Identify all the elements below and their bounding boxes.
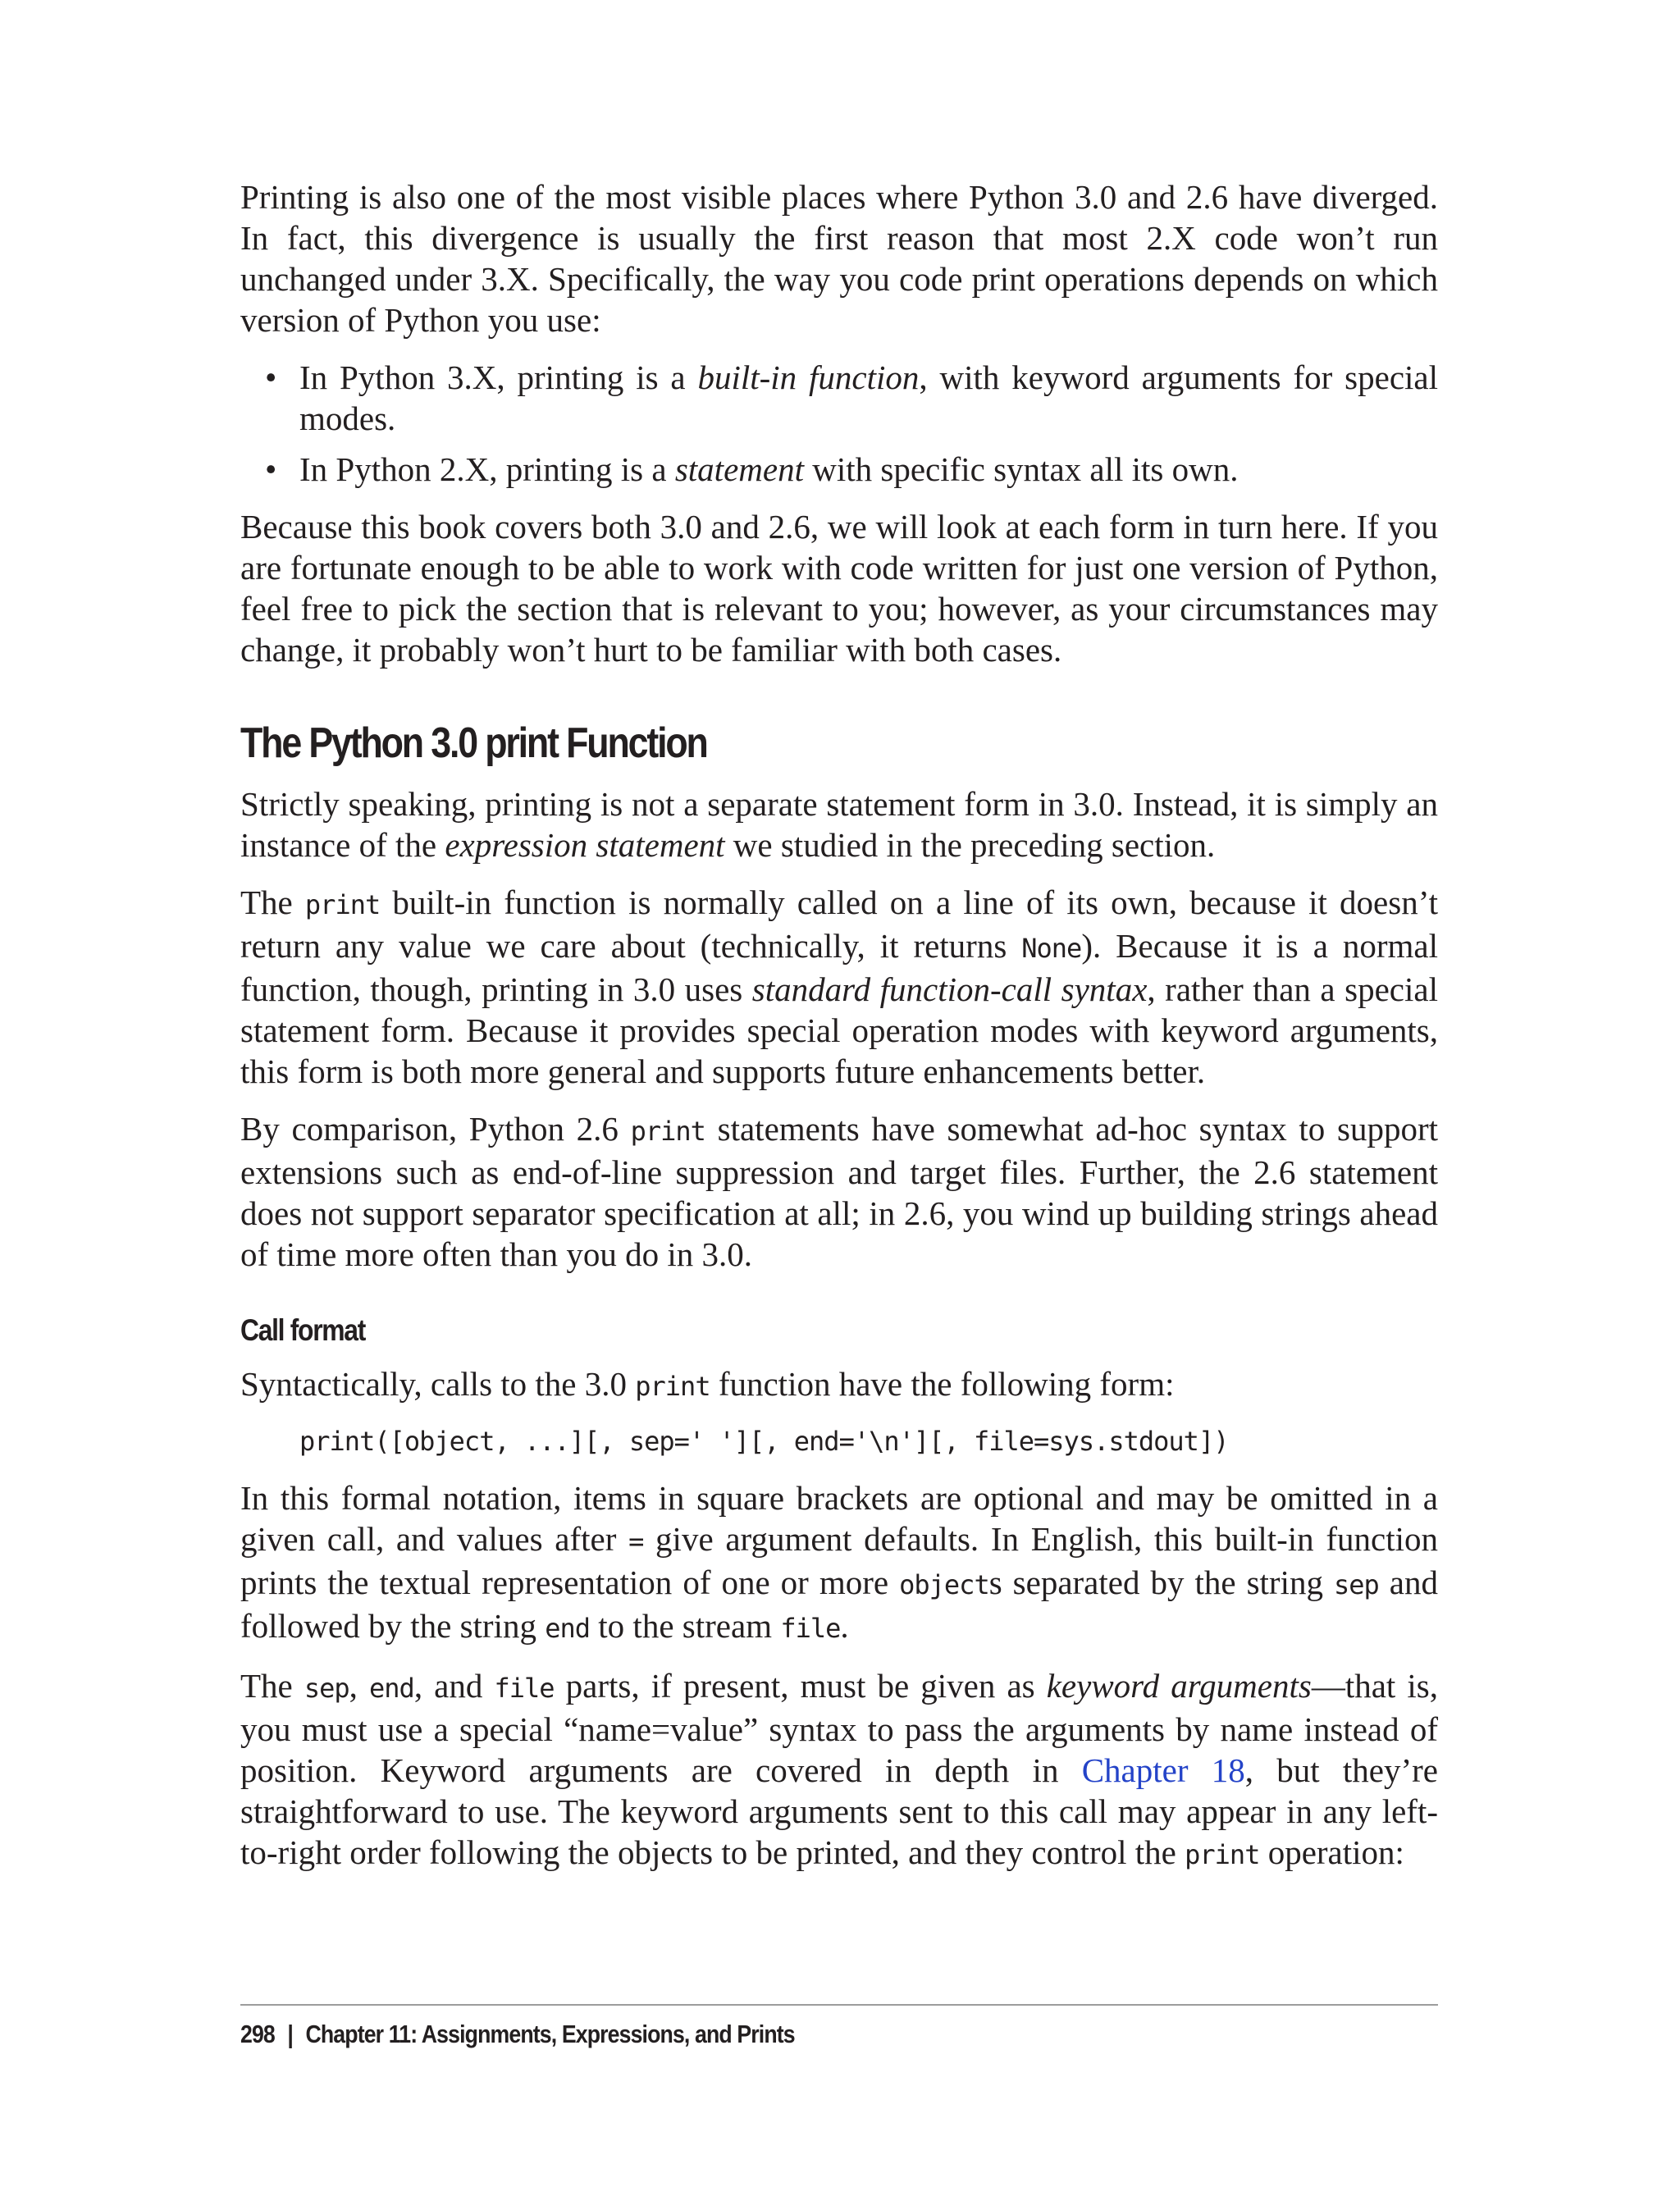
page-body	[240, 176, 1438, 1892]
subsection-paragraph-3	[240, 1665, 1438, 1875]
section-paragraph-3	[240, 1108, 1438, 1275]
inline-code: None	[1021, 933, 1082, 964]
text-run: In this formal notation, items in square brackets are optional and may be omitted in a given call, and values after	[240, 1479, 1438, 1558]
bullet-emphasis: statement	[674, 450, 804, 488]
text-run: , rather than a special statement form. Because it provides special operation modes with keyword arguments, this form is both more general and supports future enhancements better.	[240, 970, 1438, 1090]
inline-code: end	[369, 1673, 414, 1704]
section-paragraph-2	[240, 882, 1438, 1092]
text-run: to the stream	[590, 1607, 781, 1645]
inline-code: sep	[304, 1673, 349, 1704]
version-bullet-list	[240, 357, 1438, 490]
inline-code: print	[304, 889, 381, 920]
text-run: ,	[349, 1667, 370, 1705]
intro-paragraph-2-text: Because this book covers both 3.0 and 2.6, we will look at each form in turn here. If you are fortunate enough to be able to work with code written for just one version of Python, feel free to pick the section that is relevant to you; however, as your circumstances may change, it probably won’t hurt to be familiar with both cases.	[240, 508, 1438, 669]
inline-code: =	[628, 1526, 644, 1557]
section-paragraph-1	[240, 783, 1438, 865]
inline-code: print	[635, 1371, 710, 1402]
footer-separator: |	[287, 2020, 294, 2048]
inline-code: file	[780, 1613, 841, 1644]
bullet-marker: •	[265, 358, 277, 396]
emphasis-text: standard function-call syntax	[751, 970, 1148, 1008]
bullet-item-2x	[240, 449, 1438, 490]
text-run: s separated by the string	[988, 1564, 1334, 1601]
text-run: The	[240, 883, 305, 921]
text-run: statements have somewhat ad-hoc syntax to support extensions such as end-of-line suppression and target files. Further, the 2.6 statement does not support separator specification at all; in 2.6, you wind up building strings ahead of time more often than you do in 3.0.	[240, 1110, 1438, 1273]
intro-paragraph-2	[240, 506, 1438, 670]
bullet-text: In Python 3.X, printing is a	[299, 358, 698, 396]
text-run: ). Because it is a normal function, though, printing in 3.0 uses	[240, 927, 1438, 1008]
chapter-18-link[interactable]: Chapter 18	[1081, 1751, 1245, 1789]
emphasis-text: keyword arguments	[1046, 1667, 1312, 1705]
bullet-marker: •	[265, 450, 277, 488]
text-run: , but they’re straightforward to use. The keyword arguments sent to this call may appear in any left-to-right order following the objects to be printed, and they control the	[240, 1751, 1438, 1871]
text-run: parts, if present, must be given as	[554, 1667, 1047, 1705]
subsection-paragraph-1	[240, 1363, 1438, 1407]
text-run: give argument defaults. In English, this built-in function prints the textual representation of one or more	[240, 1520, 1438, 1601]
bullet-emphasis: built-in function	[697, 358, 920, 396]
inline-code: file	[494, 1673, 555, 1704]
bullet-text: with specific syntax all its own.	[803, 450, 1239, 488]
intro-paragraph-1	[240, 176, 1438, 340]
inline-code: print	[630, 1116, 705, 1147]
bullet-text: , with keyword arguments for special modes.	[299, 358, 1438, 437]
text-run: Strictly speaking, printing is not a separate statement form in 3.0. Instead, it is simply an instance of the	[240, 785, 1438, 864]
bullet-text: In Python 2.X, printing is a	[299, 450, 675, 488]
text-run: By comparison, Python 2.6	[240, 1110, 631, 1148]
text-run: , and	[413, 1667, 495, 1705]
emphasis-text: expression statement	[445, 826, 725, 864]
subsection-paragraph-2	[240, 1477, 1438, 1649]
footer-divider	[240, 2004, 1438, 2006]
text-run: we studied in the preceding section.	[724, 826, 1216, 864]
chapter-title: Chapter 11: Assignments, Expressions, and Prints	[305, 2020, 795, 2048]
text-run: operation:	[1259, 1833, 1404, 1871]
subsection-heading: Call format	[240, 1313, 366, 1347]
text-run: function have the following form:	[710, 1365, 1175, 1403]
text-run: Syntactically, calls to the 3.0	[240, 1365, 636, 1403]
inline-code: print	[1185, 1839, 1260, 1870]
code-block: print([object, ...][, sep=' '][, end='\n'][, file=sys.stdout])	[299, 1426, 1229, 1457]
page-footer	[240, 2016, 795, 2052]
text-run: and followed by the string	[240, 1564, 1438, 1645]
bullet-item-3x	[240, 357, 1438, 439]
section-heading: The Python 3.0 print Function	[240, 719, 707, 767]
intro-paragraph-1-text: Printing is also one of the most visible places where Python 3.0 and 2.6 have diverged. In fact, this divergence is usually the first reason that most 2.X code won’t run unchanged under 3.X. Specifically, the way you code print operations depends on which version of Python you use:	[240, 178, 1438, 339]
text-run: .	[840, 1607, 849, 1645]
inline-code: sep	[1333, 1569, 1379, 1600]
text-run: —that is, you must use a special “name=value” syntax to pass the arguments by name instead of position. Keyword arguments are covered in depth in	[240, 1667, 1438, 1789]
text-run: built-in function is normally called on a line of its own, because it doesn’t return any value we care about (technically, it returns	[240, 883, 1438, 965]
page-number: 298	[240, 2020, 275, 2048]
inline-code: end	[545, 1613, 591, 1644]
text-run: The	[240, 1667, 304, 1705]
inline-code: object	[899, 1569, 989, 1600]
